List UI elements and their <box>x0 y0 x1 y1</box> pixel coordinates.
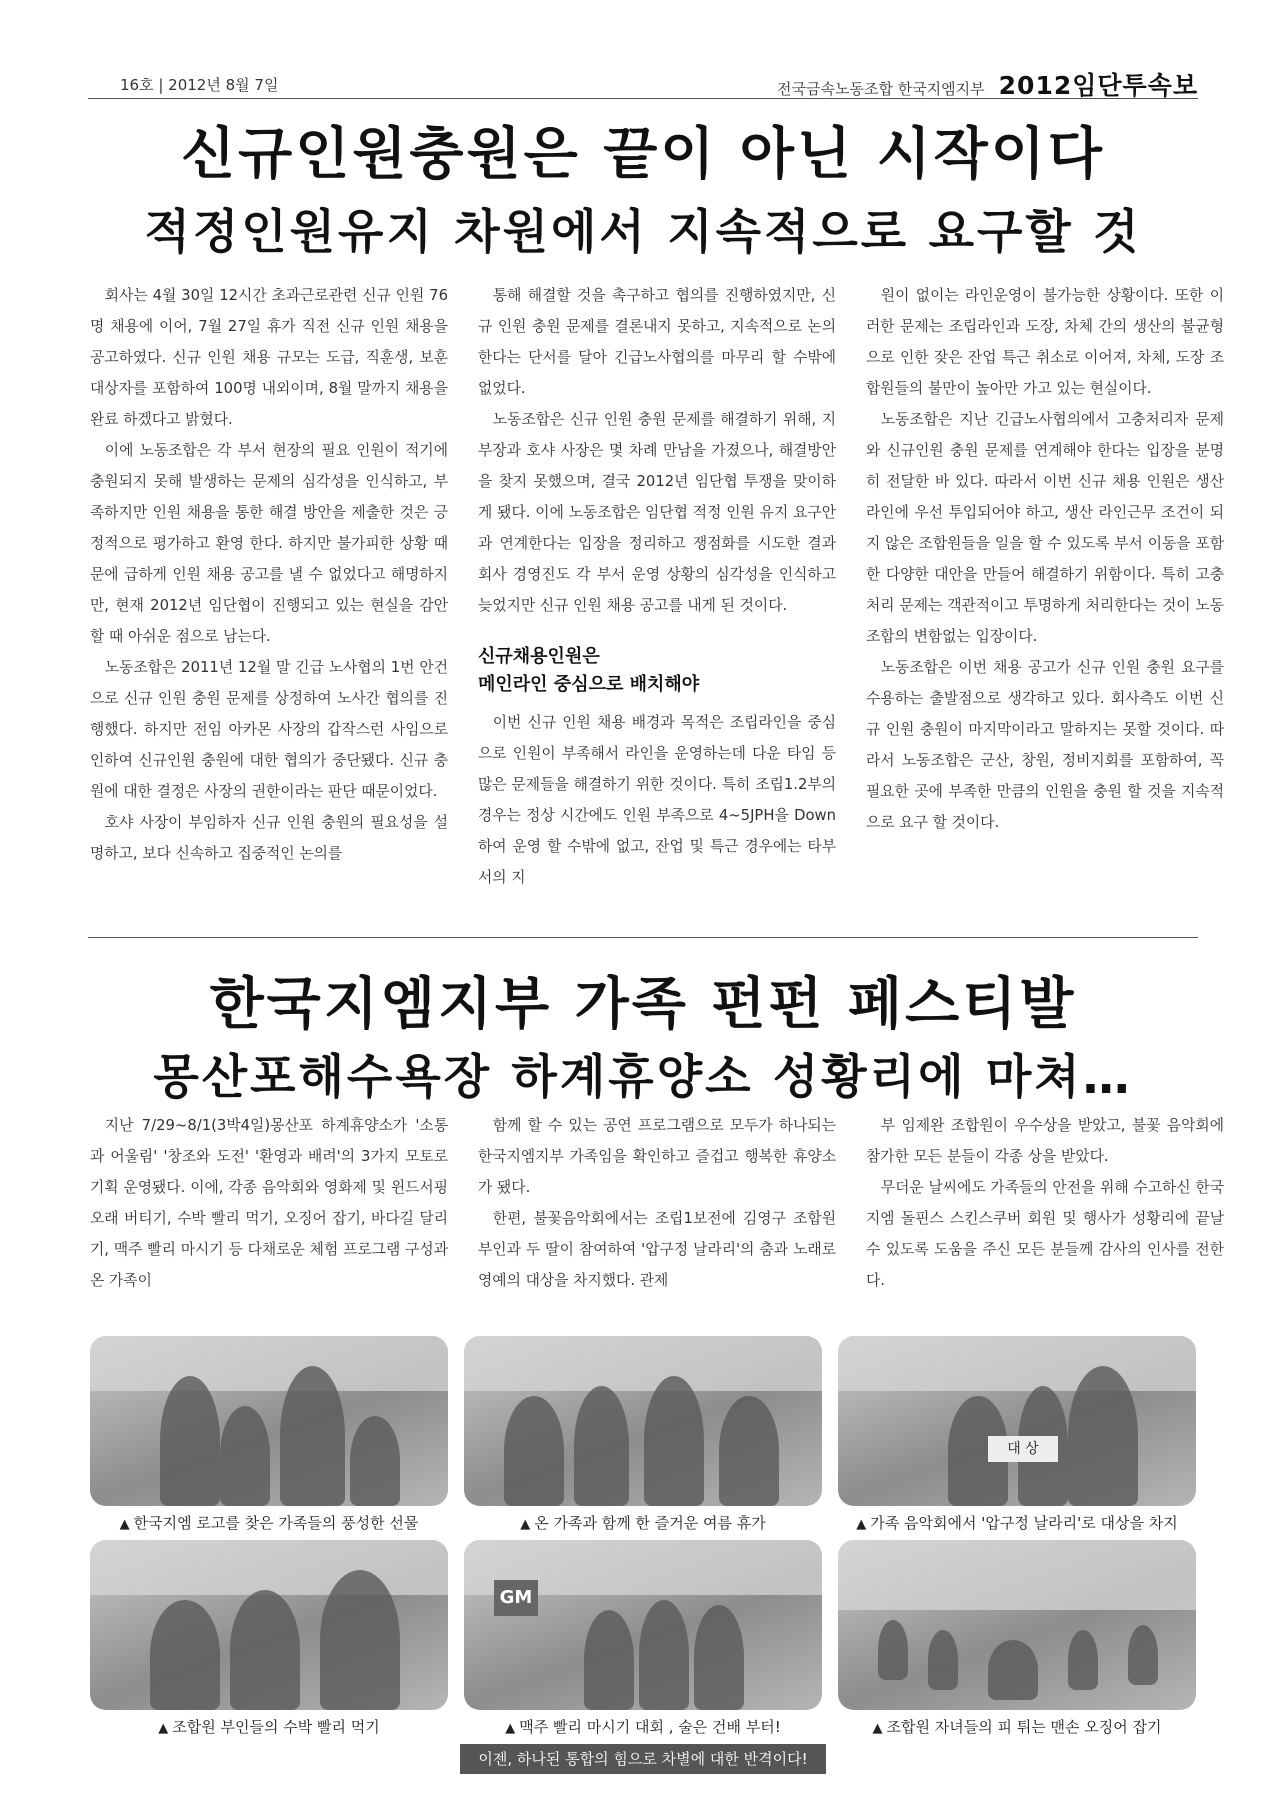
photo-grand-prize <box>838 1336 1196 1506</box>
paragraph: 이에 노동조합은 각 부서 현장의 필요 인원이 적기에 충원되지 못해 발생하는 문제의 심각성을 인식하고, 부족하지만 인원 채용을 통한 해결 방안을 제출한 것은 긍정적으로 평가하고 환영 한다. 하지만 불가피한 상황 때문에 급하게 인원 채용 공고를 낼 수 없었다고 해명하지만, 현재 2012년 임단협이 진행되고 있는 현실을 감안 할 때 아쉬운 점으로 남는다. <box>90 442 448 645</box>
paragraph: 한편, 불꽃음악회에서는 조립1보전에 김영구 조합원 부인과 두 딸이 참여하여 '압구정 날라리'의 춤과 노래로 영예의 대상을 차지했다. 관제 <box>478 1210 836 1289</box>
paragraph: 회사는 4월 30일 12시간 초과근로관련 신규 인원 76명 채용에 이어, 7월 27일 휴가 직전 신규 인원 채용을 공고하였다. 신규 인원 채용 규모는 도급, 직훈생, 보훈대상자를 포함하여 100명 내외이며, 8월 말까지 채용을 완료 하겠다고 밝혔다. <box>90 287 448 428</box>
photo-caption: ▲ 한국지엠 로고를 찾은 가족들의 풍성한 선물 <box>119 1514 419 1532</box>
header-divider <box>88 98 1198 99</box>
article1-subhead <box>478 643 836 699</box>
paragraph: 지난 7/29~8/1(3박4일)몽산포 하계휴양소가 '소통과 어울림' '창조와 도전' '환영과 배려'의 3가지 모토로 기획 운영됐다. 이에, 각종 음악회와 영화제 및 윈드서핑 오래 버티기, 수박 빨리 먹기, 오징어 잡기, 바다길 달리기, 맥주 빨리 마시기 등 다채로운 체험 프로그램 구성과 온 가족이 <box>90 1117 448 1289</box>
paragraph: 노동조합은 이번 채용 공고가 신규 인원 충원 요구를 수용하는 출발점으로 생각하고 있다. 회사측도 이번 신규 인원 충원이 마지막이라고 말하지는 못할 것이다. 따라서 노동조합은 군산, 창원, 정비지회를 포함하여, 꼭 필요한 곳에 부족한 만큼의 인원을 충원 할 것을 지속적으로 요구 할 것이다. <box>866 659 1224 831</box>
award-sign: 대 상 <box>988 1436 1058 1462</box>
article2-column-1 <box>90 1110 448 1296</box>
photo-caption: ▲ 온 가족과 함께 한 즐거운 여름 휴가 <box>520 1514 766 1532</box>
photo-squid-catching <box>838 1540 1196 1710</box>
photo-watermelon-eating <box>90 1540 448 1710</box>
article1-column-3 <box>866 280 1224 893</box>
article2-body <box>90 1110 1224 1296</box>
paragraph: 원이 없이는 라인운영이 불가능한 상황이다. 또한 이러한 문제는 조립라인과 도장, 차체 간의 생산의 불균형으로 인한 잦은 잔업 특근 취소로 이어져, 차체, 도장 조합원들의 불만이 높아만 가고 있는 현실이다. <box>866 287 1224 397</box>
article1-headline: 신규인원충원은 끝이 아닌 시작이다 <box>181 122 1105 187</box>
article1-body <box>90 280 1224 893</box>
paragraph: 호샤 사장이 부임하자 신규 인원 충원의 필요성을 설명하고, 보다 신속하고 집중적인 논의를 <box>90 814 448 862</box>
article2-headline: 한국지엠지부 가족 펀펀 페스티발 <box>209 972 1077 1037</box>
union-name: 전국금속노동조합 한국지엠지부 <box>777 80 985 98</box>
gm-logo: GM <box>494 1580 538 1616</box>
photo-summer-vacation <box>464 1336 822 1506</box>
masthead <box>777 66 1198 102</box>
article1-column-1 <box>90 280 448 893</box>
paragraph: 노동조합은 신규 인원 충원 문제를 해결하기 위해, 지부장과 호샤 사장은 몇 차례 만남을 가졌으나, 해결방안을 찾지 못했으며, 결국 2012년 임단협 투쟁을 맞이하게 됐다. 이에 노동조합은 임단협 적정 인원 유지 요구안과 연계한다는 입장을 정리하고 쟁점화를 시도한 결과 회사 경영진도 각 부서 운영 상황의 심각성을 인식하고 늦었지만 신규 인원 채용 공고를 내게 된 것이다. <box>478 411 836 614</box>
subhead-line-1: 신규채용인원은 <box>478 646 600 667</box>
issue-date: 16호 | 2012년 8월 7일 <box>120 76 279 94</box>
paragraph: 노동조합은 지난 긴급노사협의에서 고충처리자 문제와 신규인원 충원 문제를 연계해야 한다는 입장을 분명히 전달한 바 있다. 따라서 이번 신규 채용 인원은 생산 라인에 우선 투입되어야 하고, 생산 라인근무 조건이 되지 않은 조합원들을 일을 할 수 있도록 부서 이동을 포함한 다양한 대안을 만들어 해결하기 위함이다. 특히 고충처리 문제는 객관적이고 투명하게 처리한다는 것이 노동조합의 변함없는 입장이다. <box>866 411 1224 645</box>
footer-slogan: 이젠, 하나된 통합의 힘으로 차별에 대한 반격이다! <box>460 1744 826 1774</box>
paragraph: 무더운 날씨에도 가족들의 안전을 위해 수고하신 한국지엠 돌핀스 스킨스쿠버 회원 및 행사가 성황리에 끝날 수 있도록 도움을 주신 모든 분들께 감사의 인사를 전한다. <box>866 1179 1224 1289</box>
article1-subheadline: 적정인원유지 차원에서 지속적으로 요구할 것 <box>144 205 1142 260</box>
bulletin-title: 2012임단투속보 <box>998 71 1198 100</box>
photo-beer-contest <box>464 1540 822 1710</box>
paragraph: 부 임제완 조합원이 우수상을 받았고, 불꽃 음악회에 참가한 모든 분들이 각종 상을 받았다. <box>866 1117 1224 1165</box>
photo-family-gift <box>90 1336 448 1506</box>
photo-caption: ▲ 가족 음악회에서 '압구정 날라리'로 대상을 차지 <box>856 1514 1178 1532</box>
section-divider <box>88 937 1198 938</box>
article2-subheadline: 몽산포해수욕장 하계휴양소 성황리에 마쳐… <box>153 1050 1133 1105</box>
paragraph: 이번 신규 인원 채용 배경과 목적은 조립라인을 중심으로 인원이 부족해서 라인을 운영하는데 다운 타임 등 많은 문제들을 해결하기 위한 것이다. 특히 조립1.2부의 경우는 정상 시간에도 인원 부족으로 4~5JPH을 Down하여 운영 할 수밖에 없고, 잔업 및 특근 경우에는 타부서의 지 <box>478 714 836 886</box>
photo-caption: ▲ 맥주 빨리 마시기 대회 , 술은 건배 부터! <box>505 1718 781 1736</box>
paragraph: 노동조합은 2011년 12월 말 긴급 노사협의 1번 안건으로 신규 인원 충원 문제를 상정하여 노사간 협의를 진행했다. 하지만 전임 아카몬 사장의 갑작스런 사임으로 인하여 신규인원 충원에 대한 협의가 중단됐다. 신규 충원에 대한 결정은 사장의 권한이라는 판단 때문이었다. <box>90 659 448 800</box>
article2-column-3 <box>866 1110 1224 1296</box>
photo-caption: ▲ 조합원 자녀들의 피 튀는 맨손 오징어 잡기 <box>872 1718 1162 1736</box>
photo-caption: ▲ 조합원 부인들의 수박 빨리 먹기 <box>158 1718 380 1736</box>
article1-column-2 <box>478 280 836 893</box>
subhead-line-2: 메인라인 중심으로 배치해야 <box>478 674 700 695</box>
paragraph: 통해 해결할 것을 촉구하고 협의를 진행하였지만, 신규 인원 충원 문제를 결론내지 못하고, 지속적으로 논의한다는 단서를 달아 긴급노사협의를 마무리 할 수밖에 없었다. <box>478 287 836 397</box>
paragraph: 함께 할 수 있는 공연 프로그램으로 모두가 하나되는 한국지엠지부 가족임을 확인하고 즐겁고 행복한 휴양소가 됐다. <box>478 1117 836 1196</box>
article2-column-2 <box>478 1110 836 1296</box>
